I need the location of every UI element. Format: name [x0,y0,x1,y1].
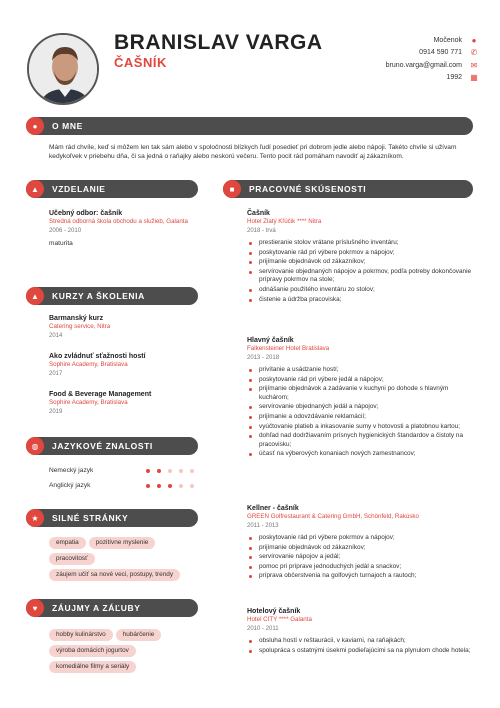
strength-tag: empatia [49,537,86,549]
heart-icon: ♥ [26,599,44,617]
job-duty: prestieranie stolov vrátane príslušného inventáru; [247,239,472,248]
job-place: Falkensteiner Hotel Bratislava [247,345,330,352]
job-title: Čašník [247,210,270,217]
briefcase-icon: ■ [223,180,241,198]
education-item [49,209,194,248]
job-duty: prijímanie objednávok od zákazníkov; [247,544,472,553]
job-duty: prijímanie objednávok a zadávanie v kuchyni po dohode s hlavným kuchárom; [247,385,472,402]
language-name: Anglický jazyk [49,482,91,489]
hobby-tag: hubárčenie [116,629,162,641]
section-languages-bar [26,437,198,455]
contact-location [434,36,480,45]
language-row [49,481,194,490]
star-icon: ★ [26,509,44,527]
education-note: maturita [49,240,73,247]
strength-tag: pracovitosť [49,553,95,565]
job-duties [247,637,472,655]
education-school: Stredná odborná škola obchodu a služieb, Galanta [49,218,188,225]
language-level [146,469,194,473]
hobby-tag: komediálne filmy a seriály [49,661,136,673]
globe-icon: ◍ [26,437,44,455]
job-years: 2013 - 2018 [247,354,280,361]
job-duty: čistenie a údržba pracoviska; [247,296,472,305]
contact-email [386,61,480,70]
job-item [247,504,472,582]
education-years: 2006 - 2010 [49,227,82,234]
course-item [49,352,194,378]
hobbies-tags [49,629,199,673]
job-duty: odnášanie použitého inventáru zo stolov; [247,286,472,295]
section-heading: O MNE [52,121,83,131]
job-duty: obsluha hostí v reštaurácii, v kaviarni, na raňajkách; [247,637,472,646]
about-text: Mám rád chvíle, keď si môžem len tak sám alebo v spoločnosti blízkych ľudí posedieť pri dobrom jedle alebo nápoji. Takéto chvíle si užívam kedykoľvek v priebehu dňa, či sa jedná o raňajky alebo neskorú večeru. Tento pocit rád pomáham navodiť aj zákazníkom. [49,144,457,161]
course-org: Sophire Academy, Bratislava [49,399,128,406]
job-duty: poskytovanie rád pri výbere pokrmov a nápojov; [247,534,472,543]
level-dot-empty [190,469,194,473]
job-title: ČAŠNÍK [114,55,167,70]
section-heading: VZDELANIE [52,184,106,194]
job-item [247,607,472,656]
job-duty: privítanie a usádzanie hostí; [247,366,472,375]
strength-tag: pozitívne myslenie [89,537,156,549]
level-dot-filled [157,469,161,473]
location-icon: ● [471,36,477,45]
job-duty: dohľad nad dodržiavaním prísnych hygienických štandardov a čistoty na pracovisku; [247,432,472,449]
hobby-tag: hobby kulinárstvo [49,629,113,641]
job-years: 2018 - trvá [247,227,276,234]
level-dot-filled [146,484,150,488]
job-duties [247,366,472,459]
calendar-icon: ▦ [470,73,478,82]
level-dot-filled [146,469,150,473]
job-item [247,336,472,460]
ribbon-icon: ▲ [26,287,44,305]
contact-birth-year [446,73,480,82]
contact-value: 0914 590 771 [419,49,462,56]
level-dot-filled [168,484,172,488]
level-dot-empty [179,469,183,473]
job-duty: poskytovanie rád pri výbere pokrmov a nápojov; [247,249,472,258]
section-about-bar [26,117,473,135]
job-duty: spolupráca s ostatnými úsekmi podieľajúcimi sa na plynulom chode hotela; [247,647,472,656]
contact-value: 1992 [446,74,462,81]
course-item [49,390,194,416]
graduation-cap-icon: ▲ [26,180,44,198]
course-item [49,314,194,340]
course-year: 2019 [49,408,63,415]
contact-value: bruno.varga@gmail.com [385,62,462,69]
section-strengths-bar [26,509,198,527]
email-icon: ✉ [470,61,478,70]
job-title: Kellner - čašník [247,505,299,512]
job-duties [247,239,472,304]
job-title: Hotelový čašník [247,608,301,615]
phone-icon: ✆ [470,48,478,57]
course-org: Catering service, Nitra [49,323,111,330]
language-row [49,466,194,475]
language-level [146,484,194,488]
level-dot-empty [190,484,194,488]
job-duty: prijímanie objednávok od zákazníkov; [247,258,472,267]
job-duty: servírovanie nápojov a jedál; [247,553,472,562]
job-duty: servírovanie objednaných nápojov a pokrmov, podľa potreby dokončovanie prípravy pokrmov na stole; [247,268,472,285]
candidate-name: BRANISLAV VARGA [114,31,323,54]
job-years: 2011 - 2013 [247,522,279,529]
section-heading: JAZYKOVÉ ZNALOSTI [52,441,153,451]
job-duties [247,534,472,581]
section-heading: KURZY A ŠKOLENIA [52,291,145,301]
level-dot-empty [179,484,183,488]
hobby-tag: výroba domácich jogurtov [49,645,136,657]
section-heading: PRACOVNÉ SKÚSENOSTI [249,184,367,194]
section-courses-bar [26,287,198,305]
course-org: Sophire Academy, Bratislava [49,361,128,368]
strengths-tags [49,537,199,581]
job-title: Hlavný čašník [247,337,294,344]
section-heading: SILNÉ STRÁNKY [52,513,129,523]
person-icon: ● [26,117,44,135]
job-years: 2010 - 2011 [247,625,279,632]
job-duty: prijímanie a odovzdávanie reklamácií; [247,413,472,422]
level-dot-filled [157,484,161,488]
job-duty: účasť na výberových konaniach nových zamestnancov; [247,450,472,459]
section-education-bar [26,180,198,198]
education-title: Učebný odbor: čašník [49,210,123,217]
job-duty: poskytovanie rád pri výbere jedál a nápojov; [247,376,472,385]
course-year: 2017 [49,370,63,377]
job-item [247,209,472,305]
job-place: Hotel Zlatý Kľúčik **** Nitra [247,218,322,225]
strength-tag: záujem učiť sa nové veci, postupy, trendy [49,569,180,581]
profile-photo [27,33,99,105]
contact-value: Močenok [433,37,462,44]
section-experience-bar [223,180,473,198]
course-title: Barmanský kurz [49,315,104,322]
course-title: Ako zvládnuť sťažnosti hostí [49,353,146,360]
job-duty: servírovanie objednaných jedál a nápojov; [247,403,472,412]
job-duty: príprava občerstvenia na golfových turnajoch a rautoch; [247,572,472,581]
section-hobbies-bar [26,599,198,617]
level-dot-empty [168,469,172,473]
language-name: Nemecký jazyk [49,467,94,474]
course-title: Food & Beverage Management [49,391,152,398]
course-year: 2014 [49,332,63,339]
job-duty: vyúčtovanie platieb a inkasovanie sumy v hotovosti a platobnou kartou; [247,423,472,432]
job-place: Hotel CITY **** Galanta [247,616,312,623]
job-place: GREEN Golfrestaurant & Catering GmbH, Schönfeld, Rakúsko [247,513,419,520]
job-duty: pomoc pri príprave jednoduchých jedál a snackov; [247,563,472,572]
section-heading: ZÁUJMY A ZÁĽUBY [52,603,141,613]
contact-phone [419,48,480,57]
